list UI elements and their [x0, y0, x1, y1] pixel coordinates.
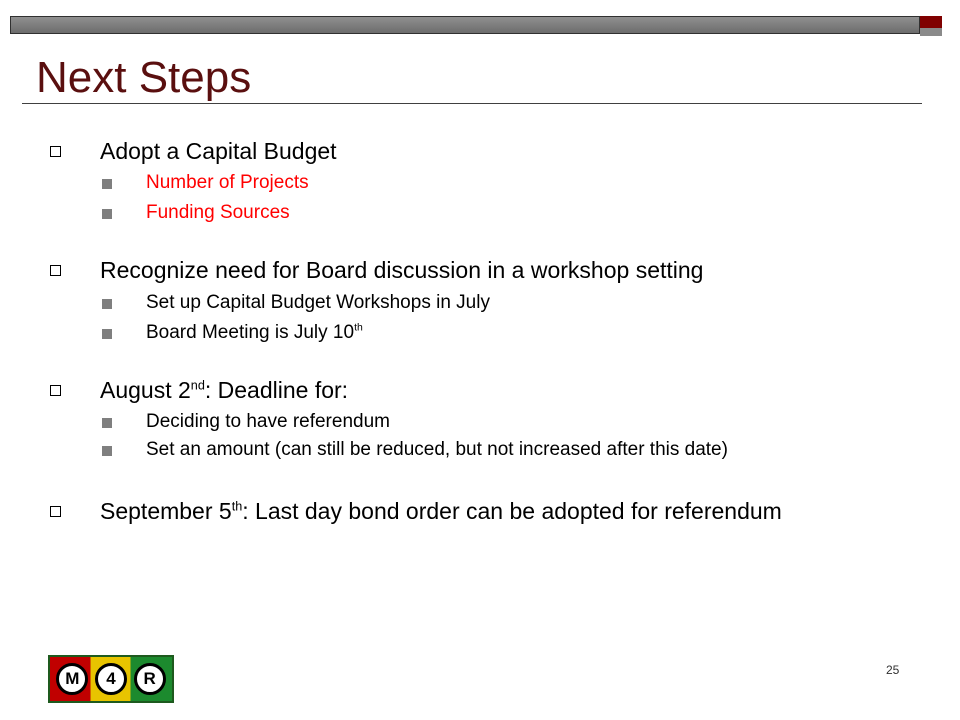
hollow-square-bullet-icon [50, 506, 61, 517]
list-item-text [100, 378, 348, 402]
sub-list-item-text: Deciding to have referendum [146, 411, 390, 432]
square-bullet-icon [102, 446, 112, 456]
square-bullet-icon [102, 209, 112, 219]
square-bullet-icon [102, 329, 112, 339]
logo-letter-m: M [56, 663, 88, 695]
hollow-square-bullet-icon [50, 265, 61, 276]
ordinal-suffix: nd [190, 378, 205, 393]
square-bullet-icon [102, 179, 112, 189]
list-item-text-main: August 2 [100, 377, 191, 403]
sub-list-item-text: Set up Capital Budget Workshops in July [146, 292, 490, 313]
ordinal-suffix: th [354, 322, 363, 334]
hollow-square-bullet-icon [50, 385, 61, 396]
sub-list-item-text [146, 322, 363, 344]
logo-letter-4: 4 [95, 663, 127, 695]
sub-list-item-text: Funding Sources [146, 202, 290, 223]
sub-list-item-text: Set an amount (can still be reduced, but not increased after this date) [146, 439, 728, 460]
page-title: Next Steps [36, 53, 252, 102]
page-number: 25 [886, 663, 900, 677]
ordinal-suffix: th [231, 499, 243, 514]
square-bullet-icon [102, 299, 112, 309]
list-item-text-rest: : Deadline for: [204, 377, 349, 403]
list-item-text-rest: : Last day bond order can be adopted for referendum [242, 498, 782, 524]
sub-list-item-text-main: Board Meeting is July 10 [146, 322, 355, 343]
hollow-square-bullet-icon [50, 146, 61, 157]
logo-letter-r: R [134, 663, 166, 695]
list-item-text-main: September 5 [100, 498, 232, 524]
m4r-logo [48, 655, 174, 703]
square-bullet-icon [102, 418, 112, 428]
list-item-text [100, 499, 860, 523]
list-item-text: Adopt a Capital Budget [100, 138, 337, 164]
sub-list-item-text: Number of Projects [146, 172, 309, 193]
list-item-text: Recognize need for Board discussion in a workshop setting [100, 257, 704, 283]
